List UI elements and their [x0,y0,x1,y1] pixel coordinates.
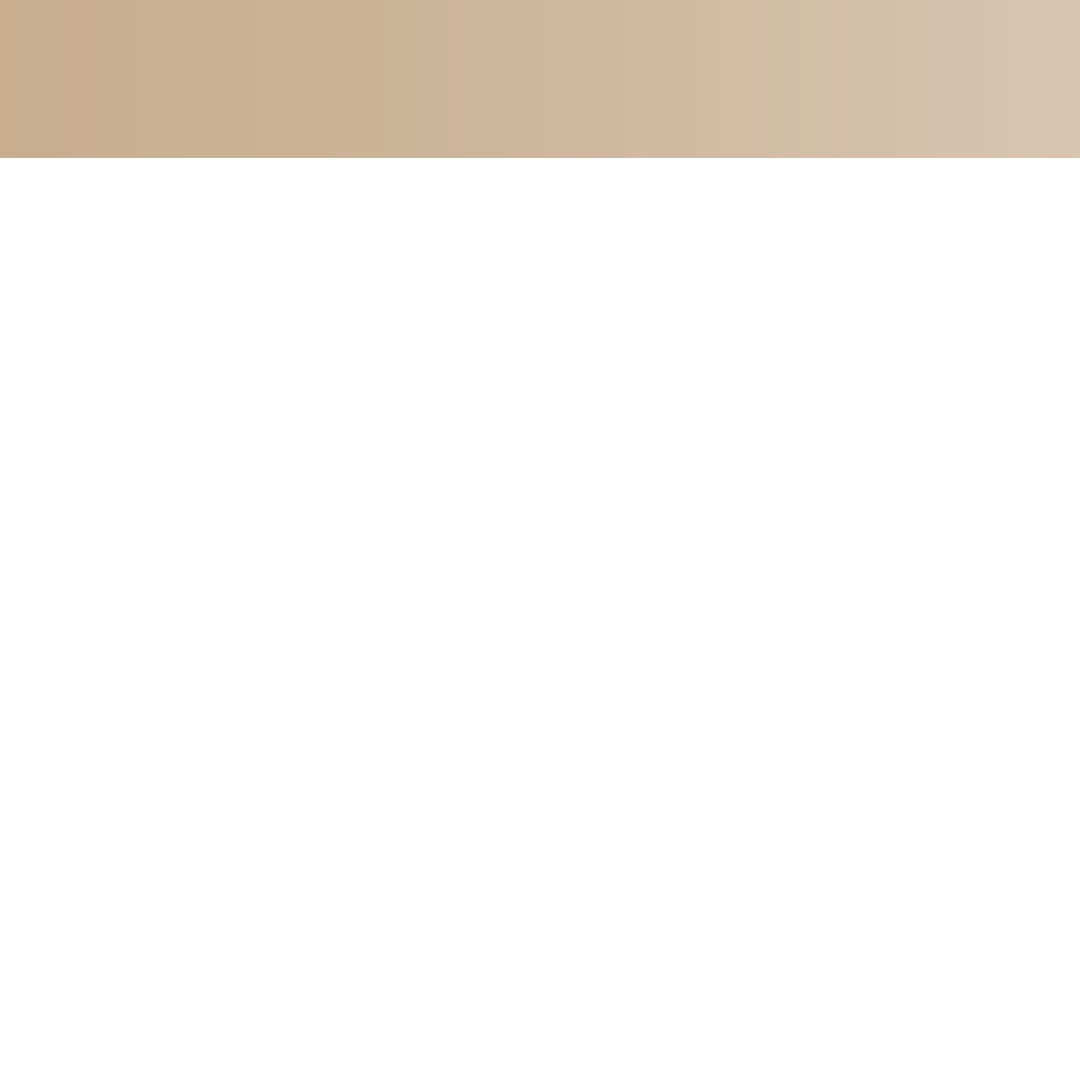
header-band [0,0,1080,158]
comparison-table [0,158,1080,1080]
header-label-cell [0,0,165,158]
header-col-theirs [676,0,1080,158]
header-col-ours [165,0,676,158]
